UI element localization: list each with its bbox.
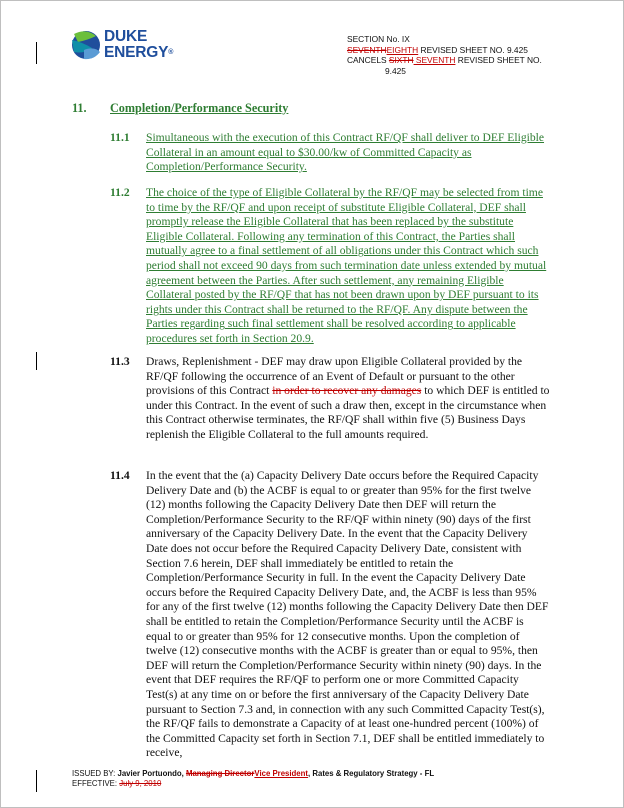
issued-label: ISSUED BY:: [72, 769, 118, 778]
effective-label: EFFECTIVE:: [72, 779, 120, 788]
paragraph-text: The choice of the type of Eligible Collateral by the RF/QF may be selected from time to time by the RF/QF and upon receipt of substitute Eligible Collateral, DEF shall promptly release the Eligible Collateral that has been replaced by the substitute Eligible Collateral. Following any termination of this Contract, the Parties shall mutually agree to a final settlement of all obligations under this Contract which such period shall not exceed 90 days from such termination date unless extended by mutual agreement between the Parties. After such settlement, any remaining Eligible Collateral posted by the RF/QF that has not been drawn upon by DEF pursuant to its rights under this Contract shall be returned to the RF/QF. Any dispute between the Parties regarding such final settlement shall be resolved according to applicable procedures set forth in Section 20.9.: [146, 186, 547, 345]
section-heading-title: Completion/Performance Security: [110, 101, 289, 115]
revision-rest: REVISED SHEET NO. 9.425: [418, 44, 528, 55]
deleted-text: in order to recover any damages: [272, 384, 422, 398]
paragraph-11-1: [110, 131, 550, 175]
cancels-rest: REVISED SHEET NO.: [455, 55, 542, 65]
logo-line-1: DUKE: [104, 28, 148, 45]
paragraph-number: 11.2: [110, 186, 130, 199]
cancels-sheet: 9.425: [385, 65, 406, 76]
paragraph-number: 11.4: [110, 469, 130, 482]
effective-date-deleted: July 9, 2010: [119, 779, 162, 788]
issued-title-inserted: Vice President: [254, 769, 309, 778]
issued-rest: , Rates & Regulatory Strategy - FL: [308, 769, 435, 778]
logo-line-2: ENERGY: [104, 44, 169, 61]
cancels-inserted: SEVENTH: [413, 55, 456, 65]
paragraph-number: 11.3: [110, 355, 130, 368]
change-bar: [36, 770, 37, 792]
paragraph-text: In the event that the (a) Capacity Delivery Date occurs before the Required Capacity Delivery Date and (b) the ACBF is equal to or greater than 95% for the first twelve (12) months following the Capacity Delivery Date then DEF will return the Completion/Performance Security to the RF/QF within ninety (90) days of the first anniversary of the Capacity Delivery Date. In the event that the Capacity Delivery Date does not occur before the Required Capacity Delivery Date, consistent with Section 7.6 herein, DEF shall immediately be entitled to retain the Completion/Performance Security in full. In the event the Capacity Delivery Date occurs before the Required Capacity Delivery Date, and, the ACBF is less than 95% for any of the first twelve (12) months following the Capacity Delivery Date then DEF shall be entitled to retain the Completion/Performance Security until the ACBF is equal to or greater than 95% for 12 consecutive months. Upon the completion of twelve (12) consecutive months with the ACBF is greater than or equal to 95%, then DEF will return the Completion/Performance Security within ninety (90) days. In the event that DEF requires the RF/QF to perform one or more Committed Capacity Test(s) at any time on or before the first anniversary of the Capacity Delivery Date pursuant to Section 7.3 and, in connection with any such Committed Capacity Test(s), the RF/QF fails to demonstrate a Capacity of at least one-hundred percent (100%) of the Committed Capacity set forth in Section 7.1, DEF shall be entitled immediately to receive,: [146, 469, 549, 760]
paragraph-text-part: Draws, Replenishment - DEF may draw upon Eligible Collateral provided by the RF/QF following the occurrence of an Event of Default or pursuant to the other provisions of this Contract: [146, 355, 523, 398]
document-header: [347, 34, 577, 76]
cancels-line: [347, 55, 577, 66]
section-number: SECTION No. IX: [347, 34, 410, 44]
paragraph-11-4: [110, 469, 550, 761]
revision-deleted: SEVENTH: [347, 44, 387, 55]
logo-text: [104, 29, 173, 61]
cancels-prefix: CANCELS: [347, 55, 389, 65]
revision-inserted: EIGHTH: [386, 44, 419, 55]
paragraph-text: [146, 355, 550, 443]
paragraph-text-part: to which DEF is entitled to under this Contract. In the event of such a draw then, except in the circumstance when this Contract otherwise terminates, the RF/QF shall within five (5) Business Days replenish the Eligible Collateral to the full amounts required.: [146, 384, 550, 441]
cancels-deleted: SIXTH: [388, 55, 414, 65]
change-bar: [36, 42, 37, 64]
registered-mark: ®: [168, 49, 174, 56]
effective-line: [72, 779, 434, 789]
section-heading: [72, 101, 288, 116]
issued-name: Javier Portuondo,: [117, 769, 186, 778]
revision-line: [347, 45, 577, 56]
issued-title-deleted: Managing Director: [185, 769, 255, 778]
document-footer: [72, 769, 434, 789]
section-heading-number: 11.: [72, 101, 87, 115]
paragraph-11-2: [110, 186, 550, 347]
paragraph-11-3: [110, 355, 550, 443]
paragraph-text: Simultaneous with the execution of this Contract RF/QF shall deliver to DEF Eligible Collateral in an amount equal to $30.00/kw of Committed Capacity as Completion/Performance Security.: [146, 131, 545, 174]
paragraph-number: 11.1: [110, 131, 130, 144]
issued-by-line: [72, 769, 434, 779]
change-bar: [36, 352, 37, 370]
